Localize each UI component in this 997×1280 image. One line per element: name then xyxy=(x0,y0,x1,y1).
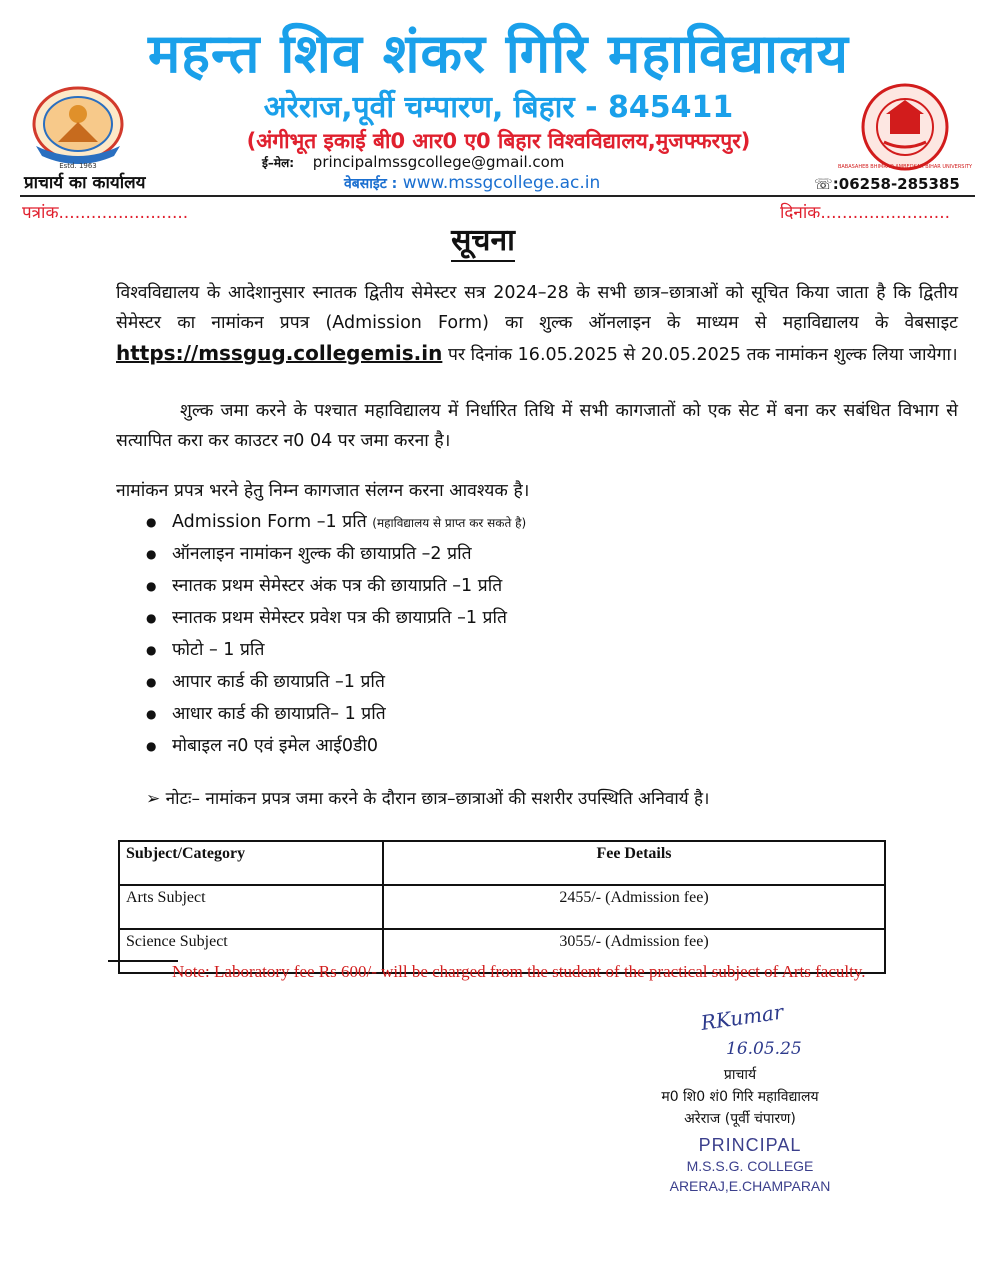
email-address[interactable]: principalmssgcollege@gmail.com xyxy=(312,153,565,171)
list-item xyxy=(146,506,526,538)
designation: प्राचार्य xyxy=(723,1067,757,1083)
list-item xyxy=(146,602,526,634)
list-item-text: मोबाइल न0 एवं इमेल आई0डी0 xyxy=(172,736,379,756)
website-label: वेबसाईट : xyxy=(344,176,398,192)
date-label: दिनांक........................ xyxy=(780,203,951,223)
list-item xyxy=(146,634,526,666)
notice-paragraph-1 xyxy=(116,278,958,370)
admission-portal-link[interactable]: https://mssgug.collegemis.in xyxy=(116,341,443,365)
list-item-text: आपार कार्ड की छायाप्रति –1 प्रति xyxy=(172,672,385,692)
attendance-note: ➢ नोटः– नामांकन प्रपत्र जमा करने के दौरान छात्र–छात्राओं की सशरीर उपस्थिति अनिवार्य है। xyxy=(146,789,710,809)
lab-fee-note: Note: Laboratory fee Rs 600/- will be charged from the student of the practical subject of Arts faculty. xyxy=(172,962,866,981)
signatory-college: म0 शि0 शं0 गिरि महाविद्यालय xyxy=(661,1089,819,1105)
header-divider xyxy=(20,195,975,197)
stamp-line-1: PRINCIPAL xyxy=(698,1135,802,1155)
signature-icon xyxy=(696,1000,826,1064)
notice-paragraph-2: शुल्क जमा करने के पश्चात महाविद्यालय में निर्धारित तिथि में सभी कागजातों को एक सेट में बना कर सबंधित विभाग से सत्यापित करा कर काउटर न0 04 पर जमा करना है। xyxy=(116,401,958,451)
list-item xyxy=(146,698,526,730)
office-label: प्राचार्य का कार्यालय xyxy=(24,173,146,193)
requirements-list xyxy=(146,506,526,762)
list-item xyxy=(146,538,526,570)
para1-text: विश्वविद्यालय के आदेशानुसार स्नातक द्वितीय सेमेस्टर सत्र 2024–28 के सभी छात्र–छात्राओं को सूचित किया जाता है कि द्वितीय सेमेस्टर का नामांकन प्रपत्र (Admission Form) का शुल्क ऑनलाइन के माध्यम से महाविद्यालय के वेबसाइट xyxy=(116,283,958,333)
table-header-cell: Subject/Category xyxy=(119,841,383,885)
university-name-text: BABASAHEB BHIMRAO AMBEDKAR BIHAR UNIVERSITY xyxy=(837,164,973,170)
fee-table xyxy=(118,840,886,974)
table-underline xyxy=(108,960,178,962)
list-item-note: (महाविद्यालय से प्राप्त कर सकते है) xyxy=(372,516,527,530)
reference-number-label: पत्रांक........................ xyxy=(22,203,189,223)
list-item-text: ऑनलाइन नामांकन शुल्क की छायाप्रति –2 प्रति xyxy=(172,544,472,564)
table-cell: Arts Subject xyxy=(119,885,383,929)
stamp-line-3: ARERAJ,E.CHAMPARAN xyxy=(669,1178,831,1194)
list-item xyxy=(146,570,526,602)
signatory-block xyxy=(620,1064,860,1130)
table-cell: 3055/- (Admission fee) xyxy=(383,929,885,973)
table-header-cell: Fee Details xyxy=(383,841,885,885)
notice-title xyxy=(0,218,966,259)
email-row xyxy=(262,152,564,173)
list-item-text: स्नातक प्रथम सेमेस्टर अंक पत्र की छायाप्रति –1 प्रति xyxy=(172,576,503,596)
table-row xyxy=(119,885,885,929)
website-link[interactable]: www.mssgcollege.ac.in xyxy=(402,173,601,193)
list-item-text: स्नातक प्रथम सेमेस्टर प्रवेश पत्र की छायाप्रति –1 प्रति xyxy=(172,608,507,628)
college-name: महन्त शिव शंकर गिरि महाविद्यालय xyxy=(148,22,849,85)
list-item-text: Admission Form –1 प्रति xyxy=(172,512,367,532)
signature-date: 16.05.25 xyxy=(726,1039,802,1059)
email-label: ई–मेल: xyxy=(262,156,295,170)
stamp-line-2: M.S.S.G. COLLEGE xyxy=(686,1158,814,1174)
list-item-text: फोटो – 1 प्रति xyxy=(172,640,265,660)
table-cell: Science Subject xyxy=(119,929,383,973)
principal-stamp xyxy=(640,1134,860,1196)
list-item xyxy=(146,730,526,762)
logo-estd-text: Estd. 1963 xyxy=(59,162,97,170)
para1-end-text: पर दिनांक 16.05.2025 से 20.05.2025 तक नामांकन शुल्क लिया जायेगा। xyxy=(447,345,958,365)
college-address: अरेराज,पूर्वी चम्पारण, बिहार - 845411 xyxy=(263,90,734,125)
notice-title-text: सूचना xyxy=(451,223,515,262)
table-header-row xyxy=(119,841,885,885)
affiliation: (अंगीभूत इकाई बी0 आर0 ए0 बिहार विश्वविद्यालय,मुजफ्फरपुर) xyxy=(246,129,751,153)
table-cell: 2455/- (Admission fee) xyxy=(383,885,885,929)
website-row xyxy=(344,172,600,195)
signatory-place: अरेराज (पूर्वी चंपारण) xyxy=(684,1111,796,1127)
phone-number: ☏:06258-285385 xyxy=(814,175,960,193)
list-item-text: आधार कार्ड की छायाप्रति– 1 प्रति xyxy=(172,704,386,724)
list-item xyxy=(146,666,526,698)
signature-name: RKumar xyxy=(699,999,785,1035)
requirements-heading: नामांकन प्रपत्र भरने हेतु निम्न कागजात संलग्न करना आवश्यक है। xyxy=(116,481,530,501)
